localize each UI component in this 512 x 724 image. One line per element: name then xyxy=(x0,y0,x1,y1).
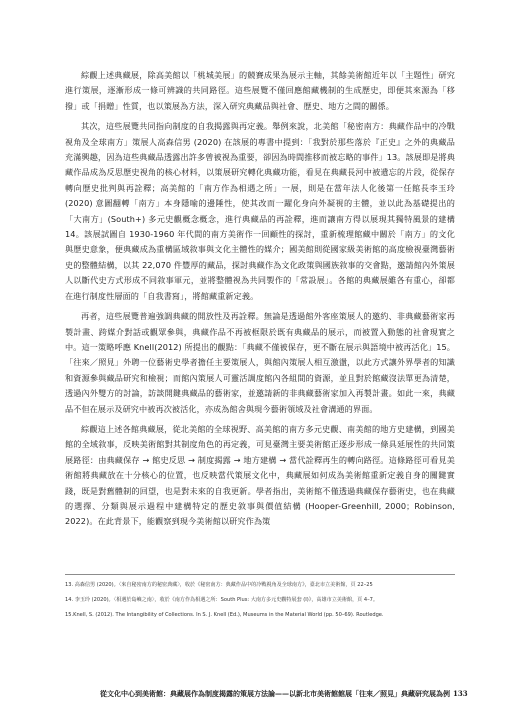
page-number: 133 xyxy=(453,689,468,698)
paragraph-2: 其次，這些展覽共同指向制度的自我揭露與再定義。舉例來說，北美館「秘密南方：典藏作品中的冷戰視角及全球南方」策展人高森信男 (2020) 在該展的專書中提到：「我對於那些落於『正史』之外的典藏品充滿興趣，因為這些典藏品透露出許多曾被視為重要，卻因為時間推移而被忘略的事件」13。該展即是將典藏作品成為反思歷史視角的核心材料，以策展研究轉化典藏功能，看見在典藏長河中被遺忘的片段，從保存轉向歷史批判與再詮釋；高美館的「南方作為相遇之所」一展，則是在當年法人化後第一任館長李玉玲 (2020) 意圖翻轉「南方」本身隱喻的邊陲性，使其改而一躍化身向外凝視的主體，並以此為基礎提出的「大南方」(South+) 多元史觀概念概念，進行典藏品的再詮釋，進而讓南方得以展現其獨特風景的建構 14。該展試圖自 1930-1960 年代間的南方美術作一回顧性的探討，重新梳理館藏中關於「南方」的文化與歷史意象，便典藏成為重構區域敘事與文化主體性的媒介；國美館則從國家級美術館的高度檢視臺灣藝術史的整體結構，以其 22,070 件豐厚的藏品，探討典藏作為文化政策與國族敘事的交會點，邀請館內外策展人以斷代史方式形成不同敘事軍元，並將整體視為共同製作的「常設展」。各館的典藏展雖各有重心，卻都在進行制度性層面的「自我書寫」，將館藏重新定義。 xyxy=(65,121,455,301)
paragraph-4: 綜觀這上述各館典藏展，從北美館的全球視野、高美館的南方多元史觀、南美館的地方史建構，到國美館的全域敘事，反映美術館對其制度角色的再定義，可見臺灣主要美術館正逐步形成一條具延展性的共同策展路徑：由典藏保存 → 館史反思 → 制度揭露 → 地方建構 → 當代詮釋再生的轉向路徑。這條路徑可看見美術館將典藏放在十分核心的位置，也反映當代策展文化中，典藏展如何成為美術館重新定義自身的關鍵實踐，既是對舊體制的回望，也是對未來的自我更新。學者指出，美術館不僅透過典藏保存藝術史，也在典藏的選擇、分類與展示過程中建構特定的歷史敘事與價值結構 (Hooper-Greenhill, 2000；Robinson, 2022)。在此背景下，能觀察到現今美術館以研究作為策 xyxy=(65,423,455,527)
body-text xyxy=(65,68,455,530)
page-footer xyxy=(100,689,468,698)
footnote-13: 13. 高森信男 (2020)。〈來自秘密南方的秘密典藏〉，收於《秘密南方：典藏作品中的冷戰視角及全球南方》，臺北市立美術館，頁 22–25 xyxy=(65,582,373,588)
footnote-divider xyxy=(65,574,455,575)
running-title: 從文化中心到美術館：典藏展作為制度揭露的策展方法論——以新北市美術館館展「往來／照見」典藏研究展為例 xyxy=(100,689,450,698)
paragraph-3: 再者，這些展覽普遍強調典藏的開放性及再詮釋。無論是透過館外客座策展人的邀約、非典藏藝術家再製計畫、跨媒介對話或觀眾參與，典藏作品不再被框限於既有典藏品的展示，而被置入動態的社會現實之中。這一策略呼應 Knell(2012) 所提出的觀點：「典藏不僅被保存，更不斷在展示與語境中被再活化」15。「往來／照見」外聘一位藝術史學者擔任主要策展人，與館內策展人相互激盪，以此方式讓外界學者的知識和資源參與藏品研究和檢視；而館內策展人可靈活調度館內各組間的資源，並且對於館藏沒法單更為清楚，透過內外雙方的討論，訪談開鍵典藏品的藝術家，並邀請新的非典藏藝術家加入再製計畫。如此一來，典藏品不但在展示及研究中被再次被活化，亦成為館舍與現今藝術領域及社會溝通的界面。 xyxy=(65,311,455,414)
paragraph-1: 綜觀上述典藏展，除高美館以「桃城美展」的競賽成果為展示主軸，其餘美術館近年以「主題性」研究進行策展，逐漸形成一條可辨識的共同路徑。這些展覽不僅回應館藏機制的生成歷史，即便其來源為「移撥」或「捐贈」性質，也以策展為方法，深入研究典藏品與社會、歷史、地方之間的關係。 xyxy=(65,70,455,111)
footnote-15: 15.Knell, S. (2012). The Intangibility of Collections. In S. J. Knell (Ed.), Museums in the Material World (pp. 50–69). Routledge. xyxy=(65,612,384,618)
footnotes xyxy=(65,582,455,619)
footnote-14: 14. 李玉玲 (2020)。〈相遇於島嶼之南〉，收於《南方作為相遇之所：South Plus: 大南方多元史觀特展套 (Ⅰ)》，高雄市立美術館，頁 4–7。 xyxy=(65,597,379,603)
